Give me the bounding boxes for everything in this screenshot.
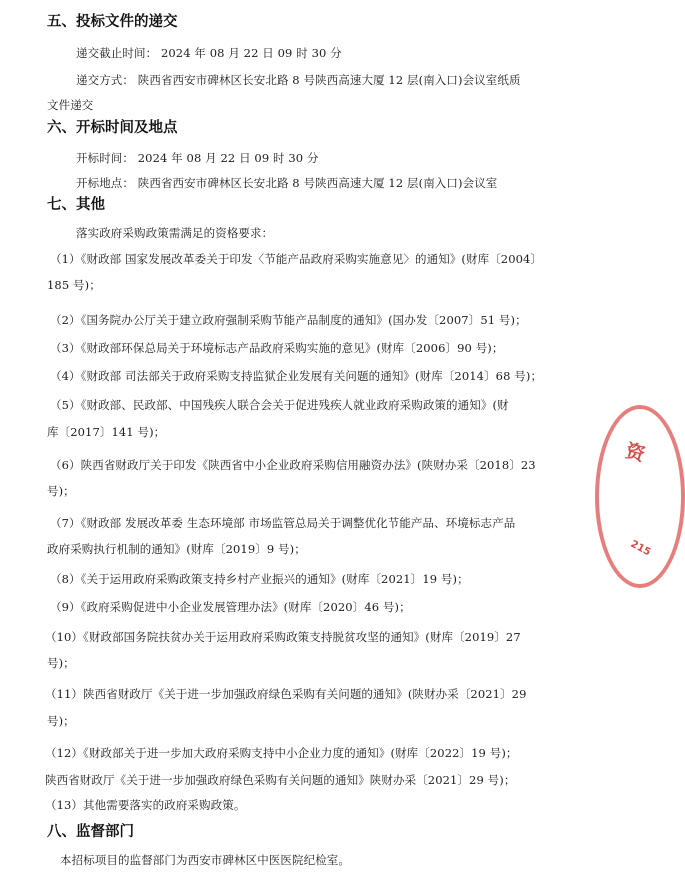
policy-line: 政府采购执行机制的通知》(财库〔2019〕9 号)； bbox=[47, 542, 306, 556]
section-5-heading: 五、投标文件的递交 bbox=[47, 14, 178, 30]
submission-method-line2: 文件递交 bbox=[47, 98, 94, 112]
policy-line: 号)； bbox=[47, 484, 75, 498]
policy-line: 号)； bbox=[47, 714, 75, 728]
policy-line: （11）陕西省财政厅《关于进一步加强政府绿色采购有关问题的通知》(陕财办采〔2021〕29 bbox=[45, 687, 527, 701]
policy-line: （2）《国务院办公厅关于建立政府强制采购节能产品制度的通知》(国办发〔2007〕51 号)； bbox=[50, 313, 527, 327]
section-7-intro: 落实政府采购政策需满足的资格要求： bbox=[76, 226, 274, 240]
seal-glyph: 资 bbox=[623, 439, 648, 467]
policy-line: （3）《财政部环保总局关于环境标志产品政府采购实施的意见》(财库〔2006〕90 号)； bbox=[50, 341, 504, 355]
policy-line: （13）其他需要落实的政府采购政策。 bbox=[45, 798, 246, 812]
policy-line: （5）《财政部、民政部、中国残疾人联合会关于促进残疾人就业政府采购政策的通知》(财 bbox=[50, 398, 509, 412]
policy-line: （10）《财政部国务院扶贫办关于运用政府采购政策支持脱贫攻坚的通知》(财库〔2019〕27 bbox=[45, 630, 521, 644]
supervision-department: 本招标项目的监督部门为西安市碑林区中医医院纪检室。 bbox=[60, 853, 350, 867]
section-6-heading: 六、开标时间及地点 bbox=[47, 120, 178, 136]
submission-deadline: 递交截止时间： 2024 年 08 月 22 日 09 时 30 分 bbox=[76, 46, 342, 60]
bid-opening-time: 开标时间： 2024 年 08 月 22 日 09 时 30 分 bbox=[76, 151, 319, 165]
bid-opening-place: 开标地点： 陕西省西安市碑林区长安北路 8 号陕西高速大厦 12 层(南入口)会议室 bbox=[76, 176, 498, 190]
policy-line: （7）《财政部 发展改革委 生态环境部 市场监管总局关于调整优化节能产品、环境标志产品 bbox=[50, 516, 516, 530]
section-7-heading: 七、其他 bbox=[47, 197, 105, 213]
policy-line: （12）《财政部关于进一步加大政府采购支持中小企业力度的通知》(财库〔2022〕19 号)； bbox=[45, 746, 518, 760]
policy-line: （8）《关于运用政府采购政策支持乡村产业振兴的通知》(财库〔2021〕19 号)； bbox=[50, 572, 469, 586]
policy-line: （6）陕西省财政厅关于印发《陕西省中小企业政府采购信用融资办法》(陕财办采〔2018〕23 bbox=[50, 458, 536, 472]
policy-line: 陕西省财政厅《关于进一步加强政府绿色采购有关问题的通知》陕财办采〔2021〕29 号)； bbox=[45, 773, 516, 787]
policy-line: 185 号)； bbox=[47, 278, 101, 292]
section-8-heading: 八、监督部门 bbox=[47, 824, 134, 840]
policy-line: （1）《财政部 国家发展改革委关于印发〈节能产品政府采购实施意见〉的通知》(财库〔2004〕 bbox=[50, 252, 543, 266]
policy-line: 号)； bbox=[47, 656, 75, 670]
policy-line: （4）《财政部 司法部关于政府采购支持监狱企业发展有关问题的通知》(财库〔2014〕68 号)； bbox=[50, 369, 543, 383]
policy-line: （9）《政府采购促进中小企业发展管理办法》(财库〔2020〕46 号)； bbox=[50, 600, 411, 614]
seal-digits: 215 bbox=[628, 538, 653, 559]
submission-method-line1: 递交方式： 陕西省西安市碑林区长安北路 8 号陕西高速大厦 12 层(南入口)会议室纸质 bbox=[76, 73, 521, 87]
official-seal bbox=[595, 405, 685, 588]
policy-line: 库〔2017〕141 号)； bbox=[47, 425, 166, 439]
